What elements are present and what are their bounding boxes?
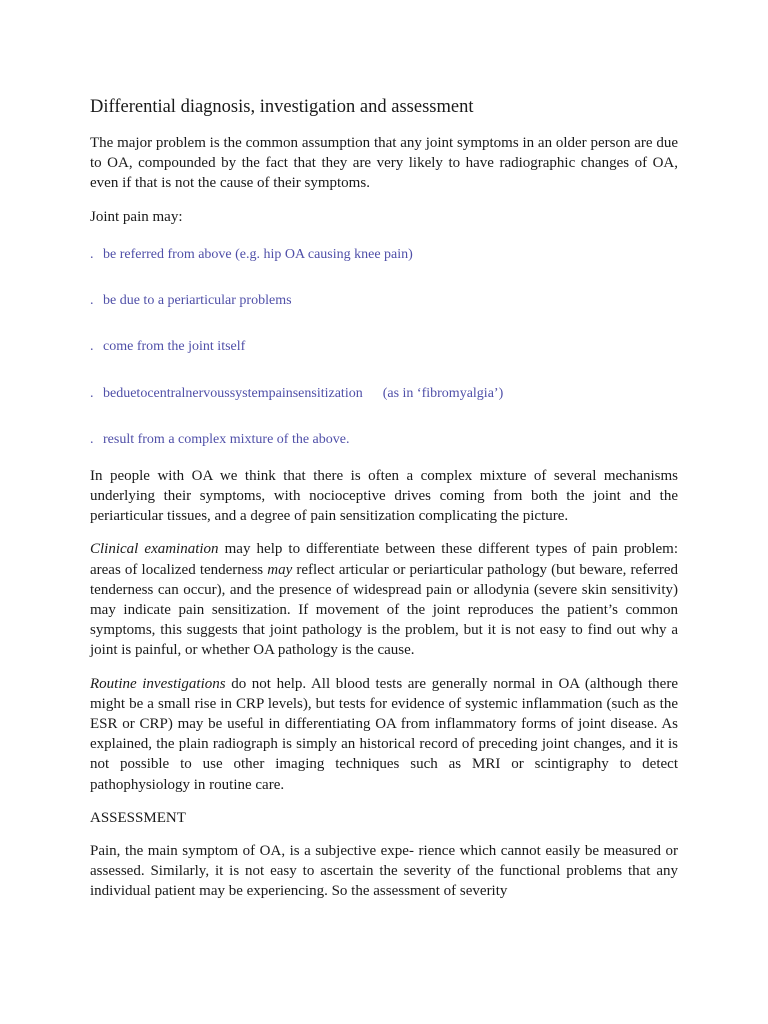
page-title: Differential diagnosis, investigation and assessment — [90, 97, 474, 117]
bullet-marker: . — [90, 339, 94, 355]
list-item — [90, 338, 678, 356]
intro-paragraph: The major problem is the common assumption that any joint symptoms in an older person are due to OA, compounded by the fact that they are very likely to have radiographic changes of OA, even if that is not the cause of their symptoms. — [90, 135, 678, 192]
clinical-text-part1: may help to differentiate between these different types of pain problem: areas of localized tenderness — [90, 541, 678, 578]
bullet-text: result from a complex mixture of the above. — [103, 431, 350, 447]
bullet-marker: . — [90, 292, 94, 308]
bullet-suffix: (as in ‘fibromyalgia’) — [382, 385, 504, 401]
list-item — [90, 246, 678, 264]
clinical-examination-paragraph — [90, 539, 678, 660]
bullet-marker: . — [90, 246, 94, 262]
mixture-paragraph: In people with OA we think that there is often a complex mixture of several mechanisms underlying their symptoms, with nocioceptive drives coming from both the joint and the periarticular tissues, and a degree of pain sensitization complicating the picture. — [90, 467, 678, 525]
joint-pain-intro: Joint pain may: — [90, 208, 183, 225]
bullet-marker: . — [90, 431, 94, 447]
bullet-text: be referred from above (e.g. hip OA causing knee pain) — [103, 246, 413, 262]
joint-pain-list — [90, 246, 678, 449]
assessment-heading: ASSESSMENT — [90, 809, 186, 826]
bullet-text: be due to a periarticular problems — [103, 292, 292, 308]
bullet-text: come from the joint itself — [103, 339, 246, 355]
list-item — [90, 385, 678, 403]
routine-investigations-paragraph — [90, 674, 678, 795]
list-item — [90, 431, 678, 449]
list-item — [90, 292, 678, 310]
clinical-examination-lead: Clinical examination — [90, 541, 219, 558]
bullet-marker: . — [90, 385, 94, 401]
clinical-emphasis: may — [267, 561, 293, 578]
routine-text: do not help. All blood tests are generally normal in OA (although there might be a small rise in CRP levels), but tests for evidence of systemic inflammation (such as the ESR or CRP) may be useful in differentiating OA from inflammatory forms of joint disease. As explained, the plain radiograph is simply an historical record of preceding joint changes, and it is not possible to use other imaging techniques such as MRI or scintigraphy to detect pathophysiology in routine care. — [90, 675, 678, 793]
assessment-paragraph: Pain, the main symptom of OA, is a subjective expe- rience which cannot easily be measured or assessed. Similarly, it is not easy to ascertain the severity of the functional problems that any individual patient may be experiencing. So the assessment of severity — [90, 842, 678, 900]
routine-investigations-lead: Routine investigations — [90, 675, 226, 692]
clinical-text-part2: reflect articular or periarticular pathology (but beware, referred tenderness can occur), and the presence of widespread pain or allodynia (severe skin sensitivity) may indicate pain sensitization. If movement of the joint reproduces the patient’s common symptoms, this suggests that joint pathology is the problem, but it is not easy to find out why a joint is painful, or whether OA pathology is the cause. — [90, 561, 678, 659]
bullet-text: beduetocentralnervoussystempainsensitization — [103, 385, 363, 401]
